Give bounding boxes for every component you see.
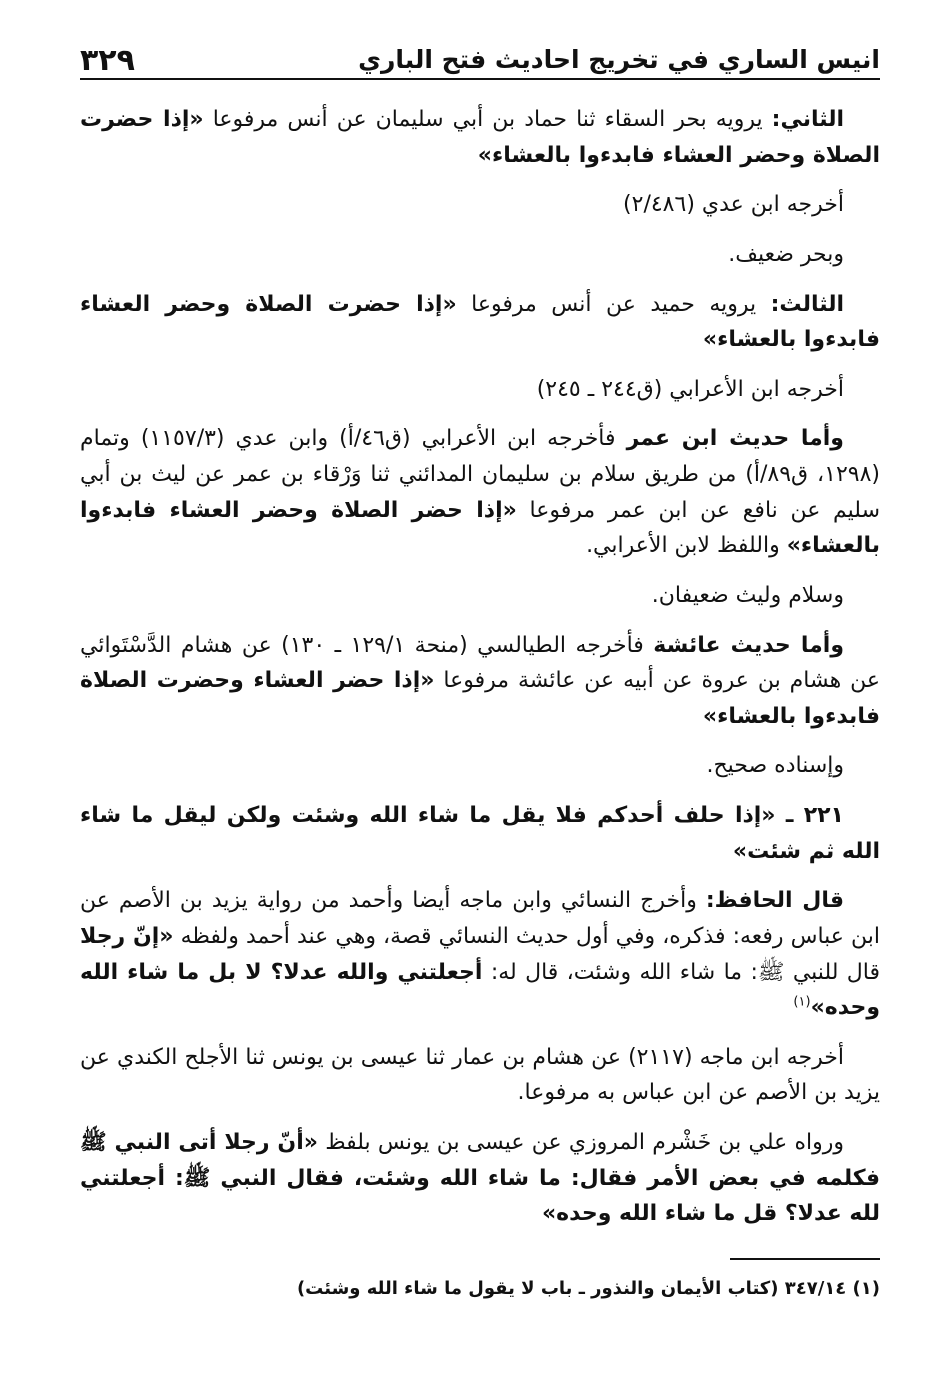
footnote-separator — [730, 1258, 880, 1260]
paragraph: وأما حديث عائشة فأخرجه الطيالسي (منحة ١٢٩/١ ـ ١٣٠) عن هشام الدَّسْتَوائي عن هشام بن عروة عن أبيه عن عائشة مرفوعا «إذا حضر العشاء وحضرت الصلاة فابدءوا بالعشاء» — [80, 632, 880, 729]
paragraph: أخرجه ابن عدي (٢/٤٨٦) — [623, 192, 844, 218]
page-body — [80, 102, 880, 1232]
page-number: ٣٢٩ — [80, 43, 135, 78]
paragraph: قال الحافظ: وأخرج النسائي وابن ماجه أيضا وأحمد من رواية يزيد بن الأصم عن ابن عباس رفعه: فذكره، وفي أول حديث النسائي قصة، وهي عند أحمد ولفظه «إنّ رجلا قال للنبي ﷺ: ما شاء الله وشئت، قال له: أجعلتني والله عدلا؟ لا بل ما شاء الله وحده»$^{(١)}$ — [80, 888, 881, 1021]
footnote: (١) ٣٤٧/١٤ (كتاب الأيمان والنذور ـ باب لا يقول ما شاء الله وشئت) — [296, 1277, 880, 1299]
paragraph: وبحر ضعيف. — [728, 241, 844, 267]
paragraph: الثالث: يرويه حميد عن أنس مرفوعا «إذا حضرت الصلاة وحضر العشاء فابدءوا بالعشاء» — [80, 291, 880, 353]
paragraph: ورواه علي بن خَشْرم المروزي عن عيسى بن يونس بلفظ «أنّ رجلا أتى النبي ﷺ فكلمه في بعض الأمر فقال: ما شاء الله وشئت، فقال النبي ﷺ: أجعلتني لله عدلا؟ قل ما شاء الله وحده» — [80, 1130, 880, 1227]
paragraph: أخرجه ابن ماجه (٢١١٧) عن هشام بن عمار ثنا عيسى بن يونس ثنا الأجلح الكندي عن يزيد بن الأصم عن ابن عباس به مرفوعا. — [80, 1044, 880, 1106]
paragraph: الثاني: يرويه بحر السقاء ثنا حماد بن أبي سليمان عن أنس مرفوعا «إذا حضرت الصلاة وحضر العشاء فابدءوا بالعشاء» — [80, 107, 880, 168]
running-title: انيس الساري في تخريج احاديث فتح الباري — [358, 45, 880, 74]
hadith-heading: ٢٢١ ـ «إذا حلف أحدكم فلا يقل ما شاء الله وشئت ولكن ليقل ما شاء الله ثم شئت» — [80, 803, 880, 864]
paragraph: وأما حديث ابن عمر فأخرجه ابن الأعرابي (ق٤٦/أ) وابن عدي (١١٥٧/٣) وتمام (١٢٩٨، ق٨٩/أ) من طريق سلام بن سليمان المدائني ثنا وَرْقاء بن عمر عن ليث بن أبي سليم عن نافع عن ابن عمر مرفوعا «إذا حضر الصلاة وحضر العشاء فابدءوا بالعشاء» واللفظ لابن الأعرابي. — [80, 426, 881, 559]
paragraph: وإسناده صحيح. — [706, 753, 844, 779]
paragraph: وسلام وليث ضعيفان. — [651, 582, 844, 608]
paragraph: أخرجه ابن الأعرابي (ق٢٤٤ ـ ٢٤٥) — [536, 376, 844, 402]
book-page — [80, 30, 880, 1301]
footnotes — [80, 1276, 880, 1301]
footnote-ref: (١) — [793, 994, 811, 1010]
page-header — [80, 30, 880, 80]
